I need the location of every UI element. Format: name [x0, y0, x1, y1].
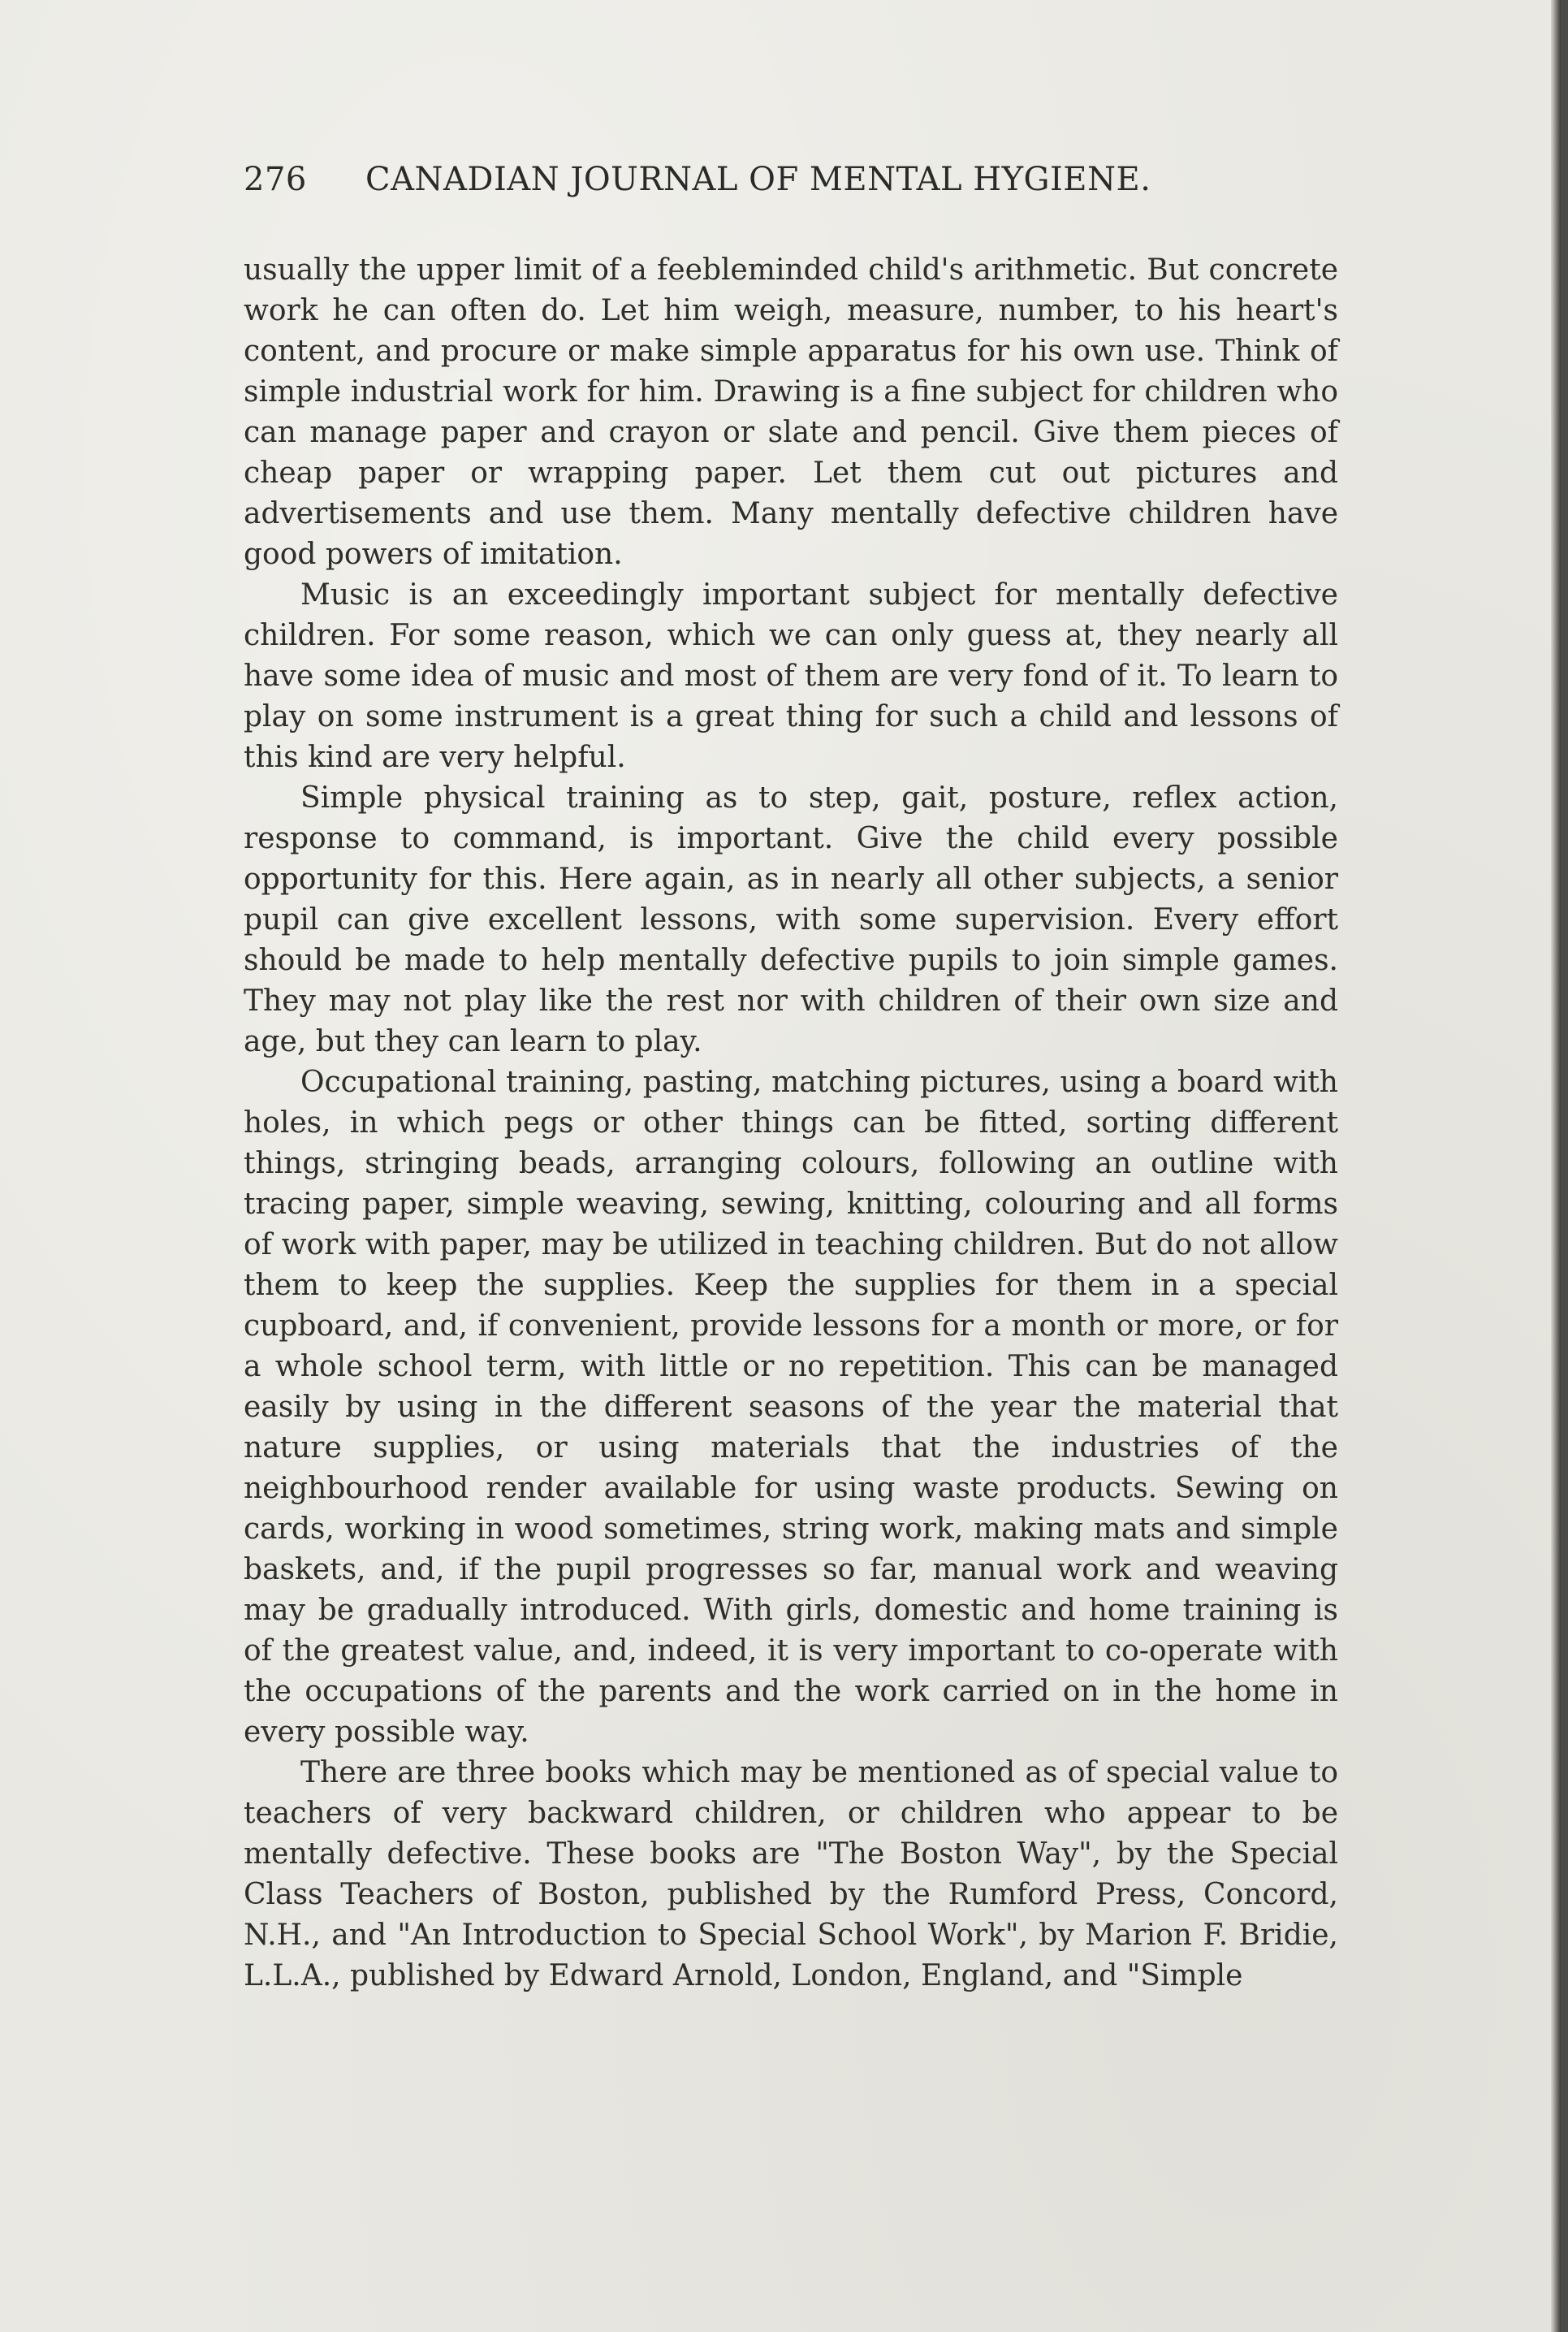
paragraph-arithmetic: usually the upper limit of a feebleminded child's arithmetic. But concrete work he can often do. Let him weigh, measure, number, to his heart's content, and procure or make simple apparatus for his own use. Think of simple industrial work for him. Drawing is a fine subject for children who can manage paper and crayon or slate and pencil. Give them pieces of cheap paper or wrapping paper. Let them cut out pictures and advertisements and use them. Many mentally defective children have good powers of imitation. [244, 253, 1338, 571]
body-text [244, 250, 1338, 1997]
page-number: 276 [244, 161, 307, 198]
page-edge [1551, 0, 1561, 2332]
paragraph-physical-training: Simple physical training as to step, gait, posture, reflex action, response to command, is important. Give the child every possible opportunity for this. Here again, as in nearly all other subjects, a senior pupil can give excellent lessons, with some supervision. Every effort should be made to help mentally defective pupils to join simple games. They may not play like the rest nor with children of their own size and age, but they can learn to play. [244, 781, 1338, 1058]
running-head [244, 161, 1340, 198]
paragraph-books: There are three books which may be mentioned as of special value to teachers of very backward children, or children who appear to be mentally defective. These books are "The Boston Way", by the Special Class Teachers of Boston, published by the Rumford Press, Concord, N.H., and "An Introduction to Special School Work", by Marion F. Bridie, L.L.A., published by Edward Arnold, London, England, and "Simple [244, 1756, 1338, 1992]
paragraph-music: Music is an exceedingly important subject for mentally defective children. For some reason, which we can only guess at, they nearly all have some idea of music and most of them are very fond of it. To learn to play on some instrument is a great thing for such a child and lessons of this kind are very helpful. [244, 578, 1338, 774]
journal-title: CANADIAN JOURNAL OF MENTAL HYGIENE. [365, 161, 1151, 198]
paragraph-occupational-training: Occupational training, pasting, matching pictures, using a board with holes, in which pegs or other things can be fitted, sorting different things, stringing beads, arranging colours, following an outline with tracing paper, simple weaving, sewing, knitting, colouring and all forms of work with paper, may be utilized in teaching children. But do not allow them to keep the supplies. Keep the supplies for them in a special cupboard, and, if convenient, provide lessons for a month or more, or for a whole school term, with little or no repetition. This can be managed easily by using in the different seasons of the year the material that nature supplies, or using materials that the industries of the neighbourhood render available for using waste products. Sewing on cards, working in wood sometimes, string work, making mats and simple baskets, and, if the pupil progresses so far, manual work and weaving may be gradually introduced. With girls, domestic and home training is of the greatest value, and, indeed, it is very important to co-operate with the occupations of the parents and the work carried on in the home in every possible way. [244, 1066, 1338, 1749]
